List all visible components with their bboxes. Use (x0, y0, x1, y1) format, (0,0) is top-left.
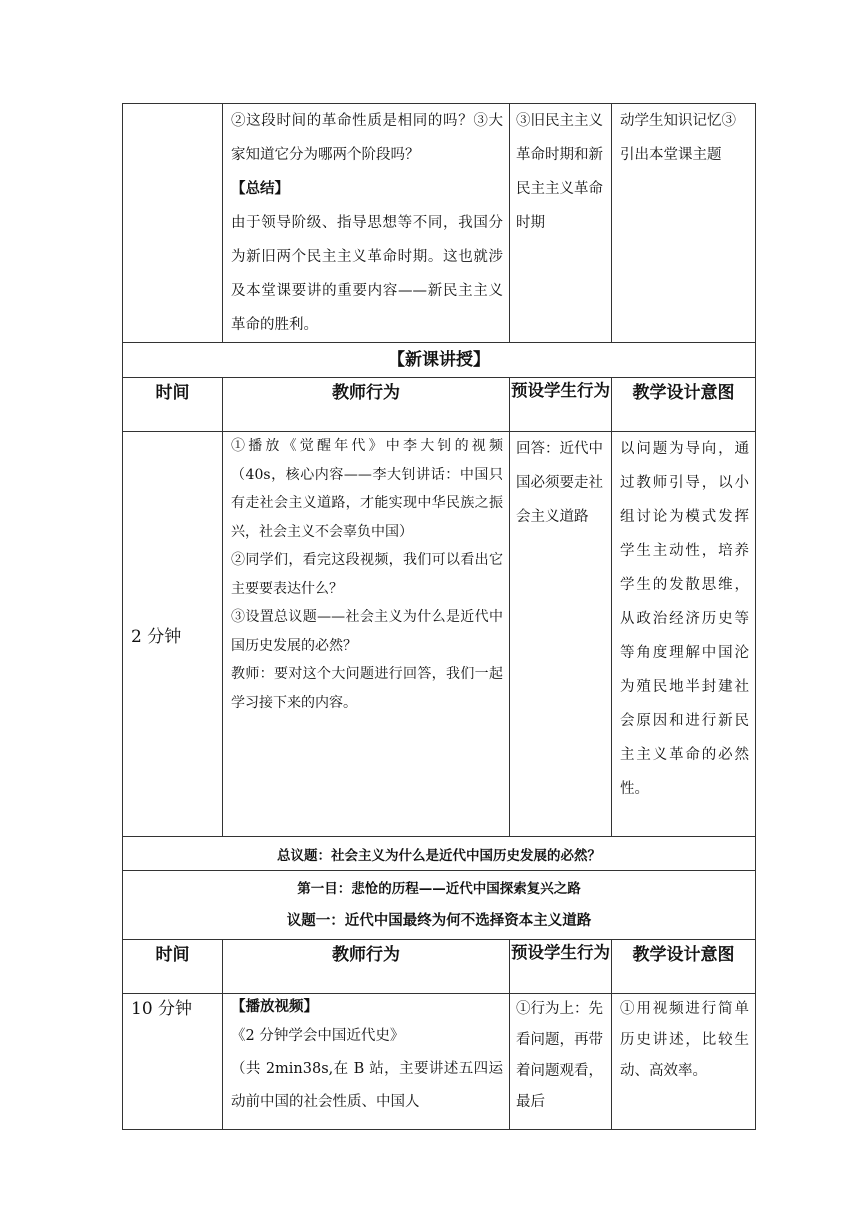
header-student: 预设学生行为 (510, 940, 612, 994)
summary-text: 由于领导阶级、指导思想等不同，我国分为新旧两个民主主义革命时期。这也就涉及本堂课要讲的重要内容——新民主主义革命的胜利。 (231, 215, 503, 333)
teacher-text: 《2 分钟学会中国近代史》 (231, 1028, 405, 1044)
student-text: ①行为上：先看问题，再带着问题观看，最后 (516, 1001, 603, 1110)
table-row (123, 104, 756, 343)
teacher-text: ③设置总议题——社会主义为什么是近代中国历史发展的必然？ (231, 609, 503, 654)
lesson-plan-table (122, 103, 756, 1130)
table-row (123, 432, 756, 837)
student-cell (510, 432, 612, 837)
teacher-text: ②这段时间的革命性质是相同的吗？③大家知道它分为哪两个阶段吗？ (231, 113, 503, 163)
student-cell (510, 994, 612, 1130)
header-student: 预设学生行为 (510, 378, 612, 432)
total-topic: 总议题：社会主义为什么是近代中国历史发展的必然？ (123, 837, 756, 871)
intent-cell (612, 104, 756, 343)
table-row (123, 994, 756, 1130)
part-heading (123, 871, 756, 940)
topic1-title: 议题一：近代中国最终为何不选择资本主义道路 (286, 913, 592, 929)
header-intent: 教学设计意图 (612, 378, 756, 432)
intent-text: 动学生知识记忆③引出本堂课主题 (620, 113, 736, 163)
teacher-cell (223, 994, 510, 1130)
header-teacher: 教师行为 (223, 940, 510, 994)
teacher-text: ②同学们，看完这段视频，我们可以看出它主要要表达什么？ (231, 552, 503, 597)
section-row (123, 871, 756, 940)
intent-text: ①用视频进行简单历史讲述，比较生动、高效率。 (620, 1001, 749, 1079)
teacher-text: （共 2min38s,在 B 站，主要讲述五四运动前中国的社会性质、中国人 (231, 1061, 503, 1110)
intent-text: 以问题为导向，通过教师引导，以小组讨论为模式发挥学生主动性，培养学生的发散思维，从政治经济历史等等角度理解中国沦为殖民地半封建社会原因和进行新民主主义革命的必然性。 (620, 441, 749, 797)
video-label: 【播放视频】 (231, 999, 318, 1015)
header-time: 时间 (123, 940, 223, 994)
time-cell (123, 994, 223, 1130)
intent-cell (612, 994, 756, 1130)
student-cell (510, 104, 612, 343)
teacher-text: 教师：要对这个大问题进行回答，我们一起学习接下来的内容。 (231, 666, 503, 711)
header-row (123, 940, 756, 994)
section-new-lesson: 【新课讲授】 (123, 343, 756, 378)
summary-label: 【总结】 (231, 181, 289, 197)
section-row (123, 343, 756, 378)
header-intent: 教学设计意图 (612, 940, 756, 994)
header-row (123, 378, 756, 432)
time-cell (123, 104, 223, 343)
header-teacher: 教师行为 (223, 378, 510, 432)
time-text: 10 分钟 (131, 999, 193, 1019)
intent-cell (612, 432, 756, 837)
student-text: 回答：近代中国必须要走社会主义道路 (516, 441, 603, 525)
section-row (123, 837, 756, 871)
header-time: 时间 (123, 378, 223, 432)
teacher-cell (223, 104, 510, 343)
teacher-cell (223, 432, 510, 837)
part1-title: 第一目：悲怆的历程——近代中国探索复兴之路 (297, 881, 581, 897)
student-text: ③旧民主主义革命时期和新民主主义革命时期 (516, 113, 603, 231)
time-cell: 2 分钟 (123, 432, 223, 837)
teacher-text: ①播放《觉醒年代》中李大钊的视频（40s，核心内容——李大钊讲话：中国只有走社会主义道路，才能实现中华民族之振兴，社会主义不会辜负中国） (231, 438, 503, 540)
